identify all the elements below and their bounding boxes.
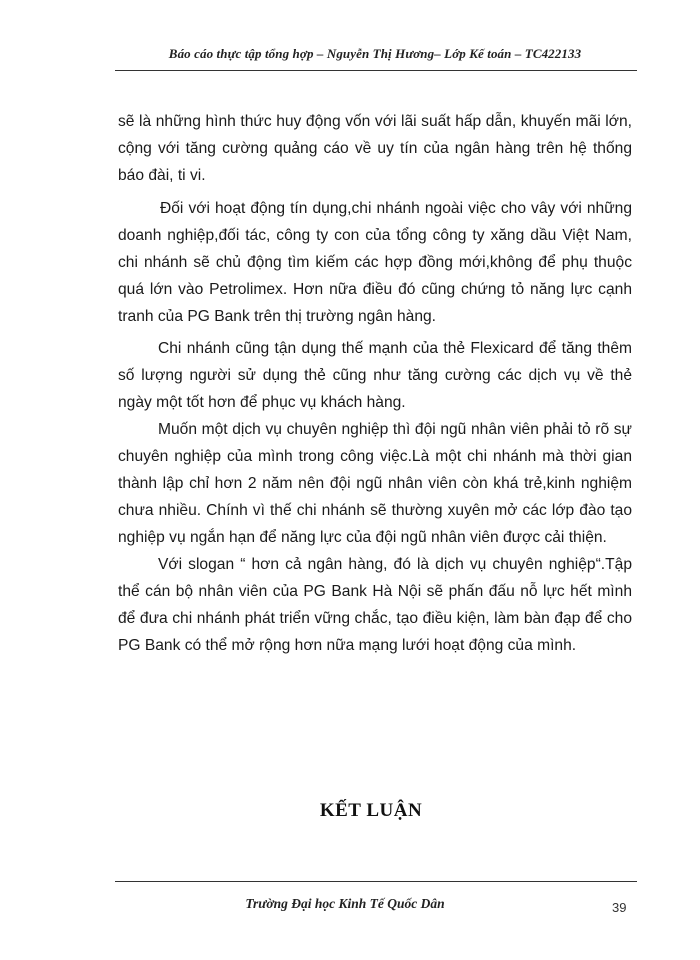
paragraph: Chi nhánh cũng tận dụng thế mạnh của thẻ Flexicard để tăng thêm số lượng người sử dụng thẻ cũng như tăng cường các dịch vụ về thẻ ngày một tốt hơn để phục vụ khách hàng. [118,340,632,411]
header-rule [115,70,637,71]
paragraph: Muốn một dịch vụ chuyên nghiệp thì đội ngũ nhân viên phải tỏ rõ sự chuyên nghiệp của mình trong công việc.Là một chi nhánh mà thời gian thành lập chỉ hơn 2 năm nên đội ngũ nhân viên còn khá trẻ,kinh nghiệm chưa nhiều. Chính vì thế chi nhánh sẽ thường xuyên mở các lớp đào tạo nghiệp vụ ngắn hạn để năng lực của đội ngũ nhân viên được cải thiện. [118,421,632,546]
section-heading: KẾT LUẬN [319,800,423,821]
running-header: Báo cáo thực tập tổng hợp – Nguyễn Thị Hương– Lớp Kế toán – TC422133 [168,46,582,61]
paragraph: Với slogan “ hơn cả ngân hàng, đó là dịch vụ chuyên nghiệp“.Tập thể cán bộ nhân viên của PG Bank Hà Nội sẽ phấn đấu nỗ lực hết mình để đưa chi nhánh phát triển vững chắc, tạo điều kiện, làm bàn đạp để cho PG Bank có thể mở rộng hơn nữa mạng lưới hoạt động của mình. [118,556,632,654]
paragraph: sẽ là những hình thức huy động vốn với lãi suất hấp dẫn, khuyến mãi lớn, cộng với tăng cường quảng cáo về uy tín của ngân hàng trên hệ thống báo đài, ti vi. [118,113,632,184]
paragraph: Đối với hoạt động tín dụng,chi nhánh ngoài việc cho vây với những doanh nghiệp,đối tác, công ty con của tổng công ty xăng dầu Việt Nam, chi nhánh sẽ chủ động tìm kiếm các hợp đồng mới,không để phụ thuộc quá lớn vào Petrolimex. Hơn nữa điều đó cũng chứng tỏ năng lực cạnh tranh của PG Bank trên thị trường ngân hàng. [118,200,632,325]
body-text [118,108,632,659]
page-number: 39 [612,900,627,915]
running-footer: Trường Đại học Kinh Tế Quốc Dân [245,896,445,911]
footer-rule [115,881,637,882]
